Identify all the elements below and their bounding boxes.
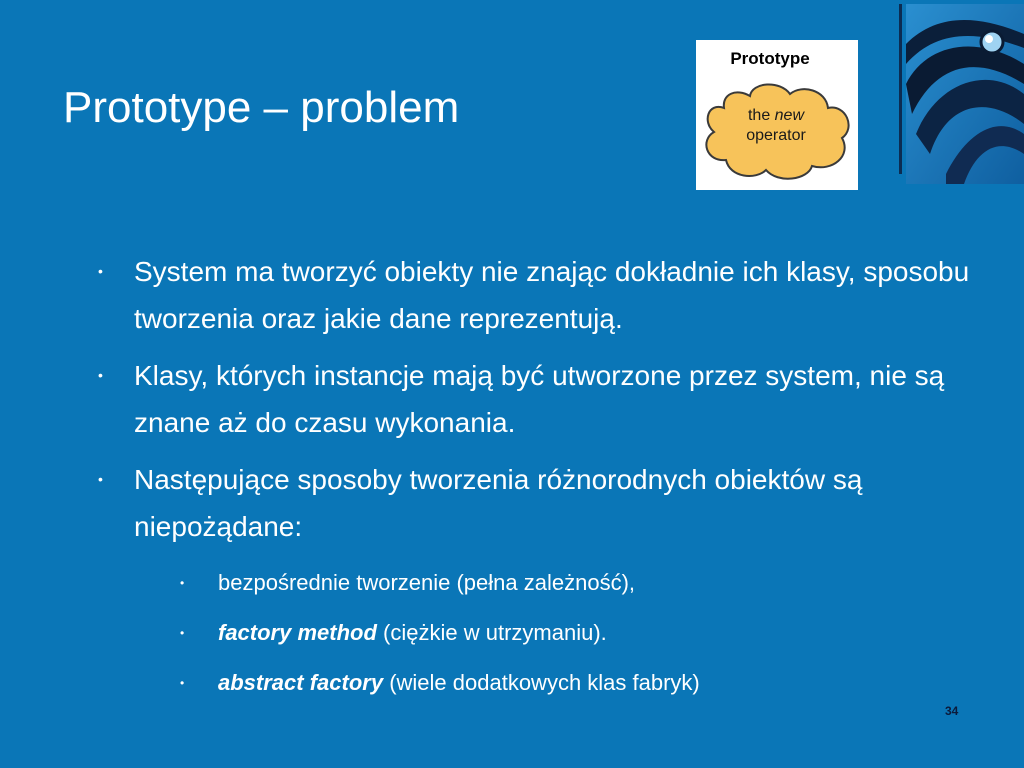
slide-title: Prototype – problem xyxy=(63,83,460,132)
sub-bullet-glyph: • xyxy=(180,676,185,690)
bullet-item xyxy=(98,456,994,550)
bullet-glyph: • xyxy=(98,471,103,487)
sub-bullet-item xyxy=(180,668,978,698)
sub-bullet-text: bezpośrednie tworzenie (pełna zależność), xyxy=(218,570,636,595)
bullet-text: Klasy, których instancje mają być utworzone przez system, nie są znane aż do czasu wykonania. xyxy=(134,360,945,438)
sub-bullet-item xyxy=(180,568,978,598)
cloud-line-1 xyxy=(748,107,805,124)
bullet-text: System ma tworzyć obiekty nie znając dokładnie ich klasy, sposobu tworzenia oraz jakie dane reprezentują. xyxy=(134,256,970,334)
cloud-diagram-icon xyxy=(696,40,858,190)
bullet-item xyxy=(98,248,994,342)
bullet-glyph: • xyxy=(98,263,103,279)
prototype-illustration xyxy=(696,40,858,190)
bullet-text: Następujące sposoby tworzenia różnorodnych obiektów są niepożądane: xyxy=(134,464,863,542)
cloud-line-2: operator xyxy=(746,127,806,144)
sub-bullet-text: (wiele dodatkowych klas fabryk) xyxy=(383,670,700,695)
bullet-item xyxy=(98,352,994,446)
sub-bullet-glyph: • xyxy=(180,626,185,640)
sub-bullet-text: (ciężkie w utrzymaniu). xyxy=(376,620,607,645)
cloud-line-1-em: new xyxy=(774,107,805,124)
decor-divider xyxy=(899,4,902,174)
cloud-line-1-pre: the xyxy=(747,107,775,124)
sub-bullet-glyph: • xyxy=(180,576,185,590)
illustration-heading: Prototype xyxy=(730,49,810,68)
bullet-list xyxy=(0,248,1024,718)
sub-bullet-item xyxy=(180,618,978,648)
decor-graphic xyxy=(906,4,1024,184)
page-number: 34 xyxy=(945,704,959,718)
sub-bullet-bold: factory method xyxy=(218,620,377,645)
swoosh-decoration-icon xyxy=(906,4,1024,184)
sub-bullet-bold: abstract factory xyxy=(218,670,384,695)
bullet-glyph: • xyxy=(98,367,103,383)
